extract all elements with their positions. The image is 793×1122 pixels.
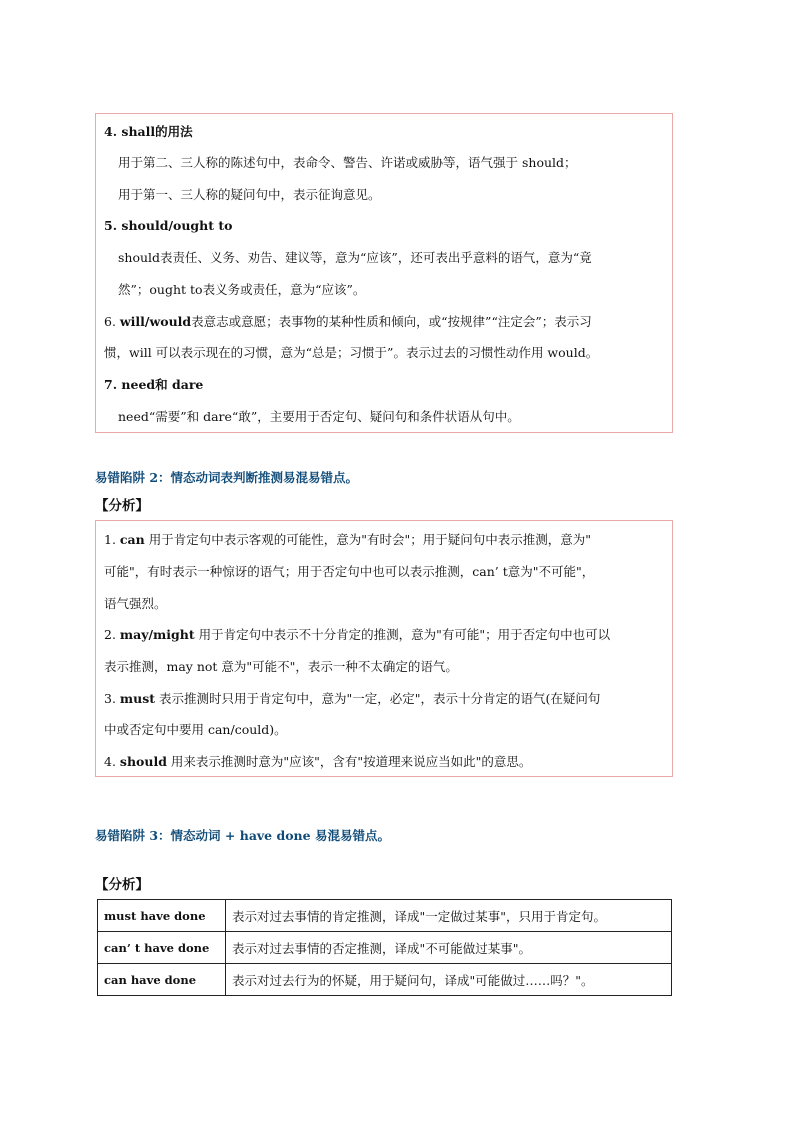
text-line: 中或否定句中要用 can/could)。 [104, 722, 287, 737]
text-line [104, 314, 592, 330]
usage-box [95, 113, 673, 433]
analysis-box [95, 520, 673, 777]
text-line: 用于第二、三人称的陈述句中，表命令、警告、许诺或威胁等，语气强于 should； [118, 155, 577, 170]
text: 表示推测时只用于肯定句中，意为"一定，必定"，表示十分肯定的语气(在疑问句 [155, 691, 601, 706]
text-line [104, 627, 610, 643]
trap-heading-2: 易错陷阱 2：情态动词表判断推测易混易错点。 [95, 470, 359, 485]
section-title: 7. need和 dare [104, 377, 204, 392]
description-cell: 表示对过去事情的肯定推测，译成"一定做过某事"，只用于肯定句。 [226, 900, 672, 932]
text: 用来表示推测时意为"应该"，含有"按道理来说应当如此"的意思。 [166, 754, 532, 769]
description-cell: 表示对过去事情的否定推测，译成"不可能做过某事"。 [226, 932, 672, 964]
analysis-label: 【分析】 [95, 498, 149, 514]
item-number: 4. [104, 754, 120, 769]
text: 表意志或意愿；表事物的某种性质和倾向，或“按规律”“注定会”；表示习 [191, 314, 592, 329]
text-line [104, 532, 591, 548]
text-line: 惯，will 可以表示现在的习惯，意为“总是；习惯于”。表示过去的习惯性动作用 would。 [104, 345, 599, 360]
analysis-label: 【分析】 [95, 877, 149, 893]
keyword: can [119, 532, 145, 547]
item-number: 2. [104, 627, 120, 642]
text-line: should表责任、义务、劝告、建议等，意为“应该”，还可表出乎意料的语气，意为“竟 [118, 250, 592, 265]
text-line: 语气强烈。 [104, 596, 167, 611]
keyword: will/would [119, 314, 192, 329]
text-line: 可能"，有时表示一种惊讶的语气；用于否定句中也可以表示推测，can’ t意为"不可能"， [104, 564, 595, 579]
term-cell: can’ t have done [98, 932, 226, 964]
section-title: 5. should/ought to [104, 218, 233, 233]
text-line [104, 754, 531, 770]
text-line [104, 691, 600, 707]
text-line: 表示推测，may not 意为"可能不"，表示一种不太确定的语气。 [104, 659, 458, 674]
text-line: 然”；ought to表义务或责任，意为“应该”。 [118, 282, 366, 297]
table-row [98, 964, 672, 996]
keyword: may/might [119, 627, 195, 642]
section-title: 4. shall的用法 [104, 124, 193, 139]
text: 用于肯定句中表示不十分肯定的推测，意为"有可能"；用于否定句中也可以 [194, 627, 611, 642]
item-number: 3. [104, 691, 120, 706]
text-line: need“需要”和 dare“敢”，主要用于否定句、疑问句和条件状语从句中。 [118, 409, 520, 424]
text-line: 用于第一、三人称的疑问句中，表示征询意见。 [118, 187, 381, 202]
text: 用于肯定句中表示客观的可能性，意为"有时会"；用于疑问句中表示推测，意为" [144, 532, 591, 547]
term-cell: can have done [98, 964, 226, 996]
item-number: 1. [104, 532, 120, 547]
table-row [98, 932, 672, 964]
keyword: should [119, 754, 167, 769]
term-cell: must have done [98, 900, 226, 932]
item-number: 6. [104, 314, 120, 329]
keyword: must [119, 691, 156, 706]
table-row [98, 900, 672, 932]
have-done-table [97, 899, 672, 996]
trap-heading-3: 易错陷阱 3：情态动词 + have done 易混易错点。 [95, 828, 390, 843]
description-cell: 表示对过去行为的怀疑，用于疑问句，译成"可能做过……吗？"。 [226, 964, 672, 996]
